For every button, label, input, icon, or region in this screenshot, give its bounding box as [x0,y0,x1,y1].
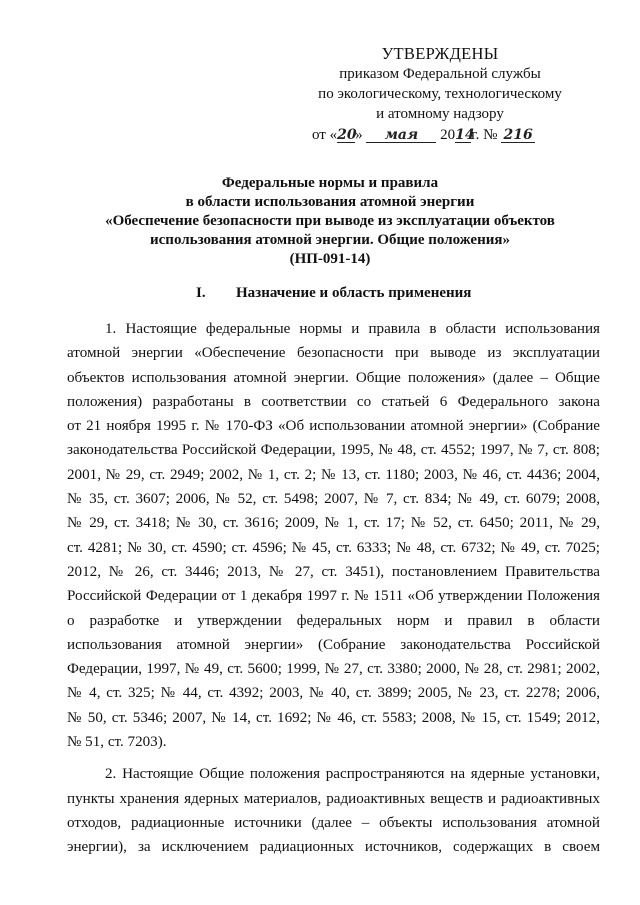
date-day: 20 [337,127,357,143]
paragraph-line: № 35, ст. 3607; 2006, № 52, ст. 5498; 2007, № 7, ст. 834; № 49, ст. 6079; 2008, [67,491,600,508]
paragraph-line: № 4, ст. 325; № 44, ст. 4392; 2003, № 40, ст. 3899; 2005, № 23, ст. 2278; 2006, [67,685,600,702]
section-title [196,285,471,302]
paragraph-line: 2. Настоящие Общие положения распространяются на ядерные установки, [105,766,600,783]
date-prefix: от « [312,127,338,143]
heading-line-3: «Обеспечение безопасности при выводе из эксплуатации объектов [105,213,555,229]
paragraph-line: № 50, ст. 5346; 2007, № 14, ст. 1692; № 46, ст. 5583; 2008, № 15, ст. 1549; 2012, [67,709,600,726]
paragraph-line: атомной энергии «Обеспечение безопасности при выводе из эксплуатации [67,345,600,362]
approval-line-3: и атомному надзору [376,106,504,122]
order-number: 216 [501,128,535,143]
paragraph-line: использования атомной энергии» (Собрание законодательства Российской [67,636,600,653]
approval-date-line [290,125,590,145]
paragraph-line: энергии), за исключением радиационных источников, содержащих в своем [67,839,600,856]
paragraph-line: № 29, ст. 3418; № 30, ст. 3616; 2009, № 1, ст. 17; № 52, ст. 6450; 2011, № 29, [67,515,600,532]
paragraph-line: 2012, № 26, ст. 3446; 2013, № 27, ст. 3451), постановлением Правительства [67,563,600,580]
heading-line-2: в области использования атомной энергии [185,194,475,210]
approval-line-2: по экологическому, технологическому [318,86,562,102]
paragraph-gap [67,754,600,762]
date-mid: » [355,127,363,143]
paragraph-line: 2001, № 29, ст. 2949; 2002, № 1, ст. 2; № 13, ст. 1180; 2003, № 46, ст. 4436; 2004, [67,466,600,483]
heading-code: (НП-091-14) [289,251,371,267]
paragraph-line: отходов, радиационные источники (далее – объекты использования атомной [67,814,600,831]
approval-stamp [290,44,590,145]
paragraph-2 [67,762,600,859]
paragraph-line: 1. Настоящие федеральные нормы и правила в области использования [105,321,600,337]
paragraph-line: № 51, ст. 7203). [67,734,167,751]
date-month: мая [366,128,436,143]
paragraph-line: о разработке и утверждении федеральных норм и правил в области [67,612,600,629]
approval-line-1: приказом Федеральной службы [339,66,541,82]
date-g-no: г. № [471,127,498,143]
paragraph-line: ст. 4281; № 30, ст. 4590; ст. 4596; № 45, ст. 6333; № 48, ст. 6732; № 49, ст. 7025; [67,539,600,556]
heading-line-4: использования атомной энергии. Общие положения» [150,232,510,248]
paragraph-line: от 21 ноября 1995 г. № 170-ФЗ «Об использовании атомной энергии» (Собрание [67,418,600,435]
paragraph-line: Российской Федерации от 1 декабря 1997 г. № 1511 «Об утверждении Положения [67,588,600,605]
paragraph-line: положения) разработаны в соответствии со статьей 6 Федерального закона [67,393,600,410]
section-title-text: Назначение и область применения [236,285,472,301]
paragraph-line: законодательства Российской Федерации, 1995, № 48, ст. 4552; 1997, № 7, ст. 808; [67,442,600,459]
paragraph-1 [67,317,600,754]
document-heading [90,174,570,269]
date-year-suffix: 14 [455,127,475,143]
body-text [67,317,600,860]
paragraph-line: пункты хранения ядерных материалов, радиоактивных веществ и радиоактивных [67,790,600,807]
paragraph-line: объектов использования атомной энергии. Общие положения» (далее – Общие [67,369,600,386]
heading-line-1: Федеральные нормы и правила [221,175,439,191]
approval-title: УТВЕРЖДЕНЫ [381,44,499,63]
paragraph-line: Федерации, 1997, № 49, ст. 5600; 1999, № 27, ст. 3380; 2000, № 28, ст. 2981; 2002, [67,661,600,678]
section-number: I. [196,285,206,301]
date-year-prefix: 20 [440,127,456,143]
